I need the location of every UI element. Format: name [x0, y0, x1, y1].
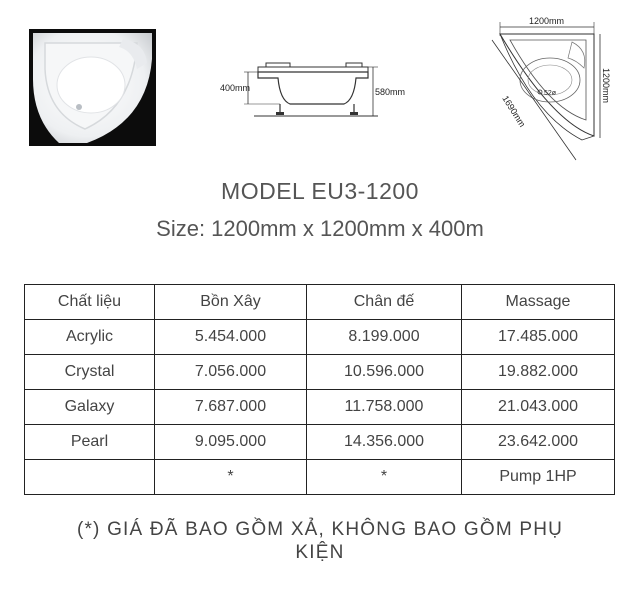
table-cell: 8.199.000	[307, 320, 462, 355]
price-table	[24, 284, 615, 495]
table-cell: 10.596.000	[307, 355, 462, 390]
table-cell: 7.056.000	[155, 355, 307, 390]
table-cell: 19.882.000	[462, 355, 615, 390]
table-cell: 11.758.000	[307, 390, 462, 425]
size-line: Size: 1200mm x 1200mm x 400m	[156, 216, 484, 241]
table-cell: 17.485.000	[462, 320, 615, 355]
table-row	[25, 425, 615, 460]
table-cell: 7.687.000	[155, 390, 307, 425]
header-stand: Chân đế	[307, 285, 462, 320]
side-view-drawing	[218, 58, 408, 128]
price-note	[0, 518, 640, 564]
table-cell: 23.642.000	[462, 425, 615, 460]
table-cell: 14.356.000	[307, 425, 462, 460]
note-line-1: (*) GIÁ ĐÃ BAO GỒM XẢ, KHÔNG BAO GỒM PHỤ	[76, 519, 564, 540]
table-cell	[25, 460, 155, 495]
table-row	[25, 390, 615, 425]
table-cell: 9.095.000	[155, 425, 307, 460]
dim-580-label: 580mm	[375, 87, 406, 97]
table-cell: Acrylic	[25, 320, 155, 355]
header-massage: Massage	[462, 285, 615, 320]
table-cell: Pump 1HP	[462, 460, 615, 495]
dim-diagonal-label: 1690mm	[500, 93, 528, 129]
dim-top-label: 1200mm	[529, 16, 565, 26]
table-cell: 21.043.000	[462, 390, 615, 425]
drain-label: 52ø	[544, 90, 557, 97]
table-cell: Galaxy	[25, 390, 155, 425]
dim-400-label: 400mm	[220, 83, 251, 93]
table-cell: *	[307, 460, 462, 495]
table-header-row	[25, 285, 615, 320]
table-cell: Crystal	[25, 355, 155, 390]
table-row	[25, 320, 615, 355]
dim-right-label: 1200mm	[601, 68, 611, 104]
model-title: MODEL EU3-1200	[221, 178, 419, 204]
table-cell: Pearl	[25, 425, 155, 460]
note-line-2: KIỆN	[295, 542, 345, 563]
table-row	[25, 355, 615, 390]
top-view-drawing	[452, 10, 622, 175]
table-row	[25, 460, 615, 495]
header-material: Chất liệu	[25, 285, 155, 320]
table-cell: 5.454.000	[155, 320, 307, 355]
table-cell: *	[155, 460, 307, 495]
product-photo	[29, 29, 156, 146]
header-built-in: Bồn Xây	[155, 285, 307, 320]
